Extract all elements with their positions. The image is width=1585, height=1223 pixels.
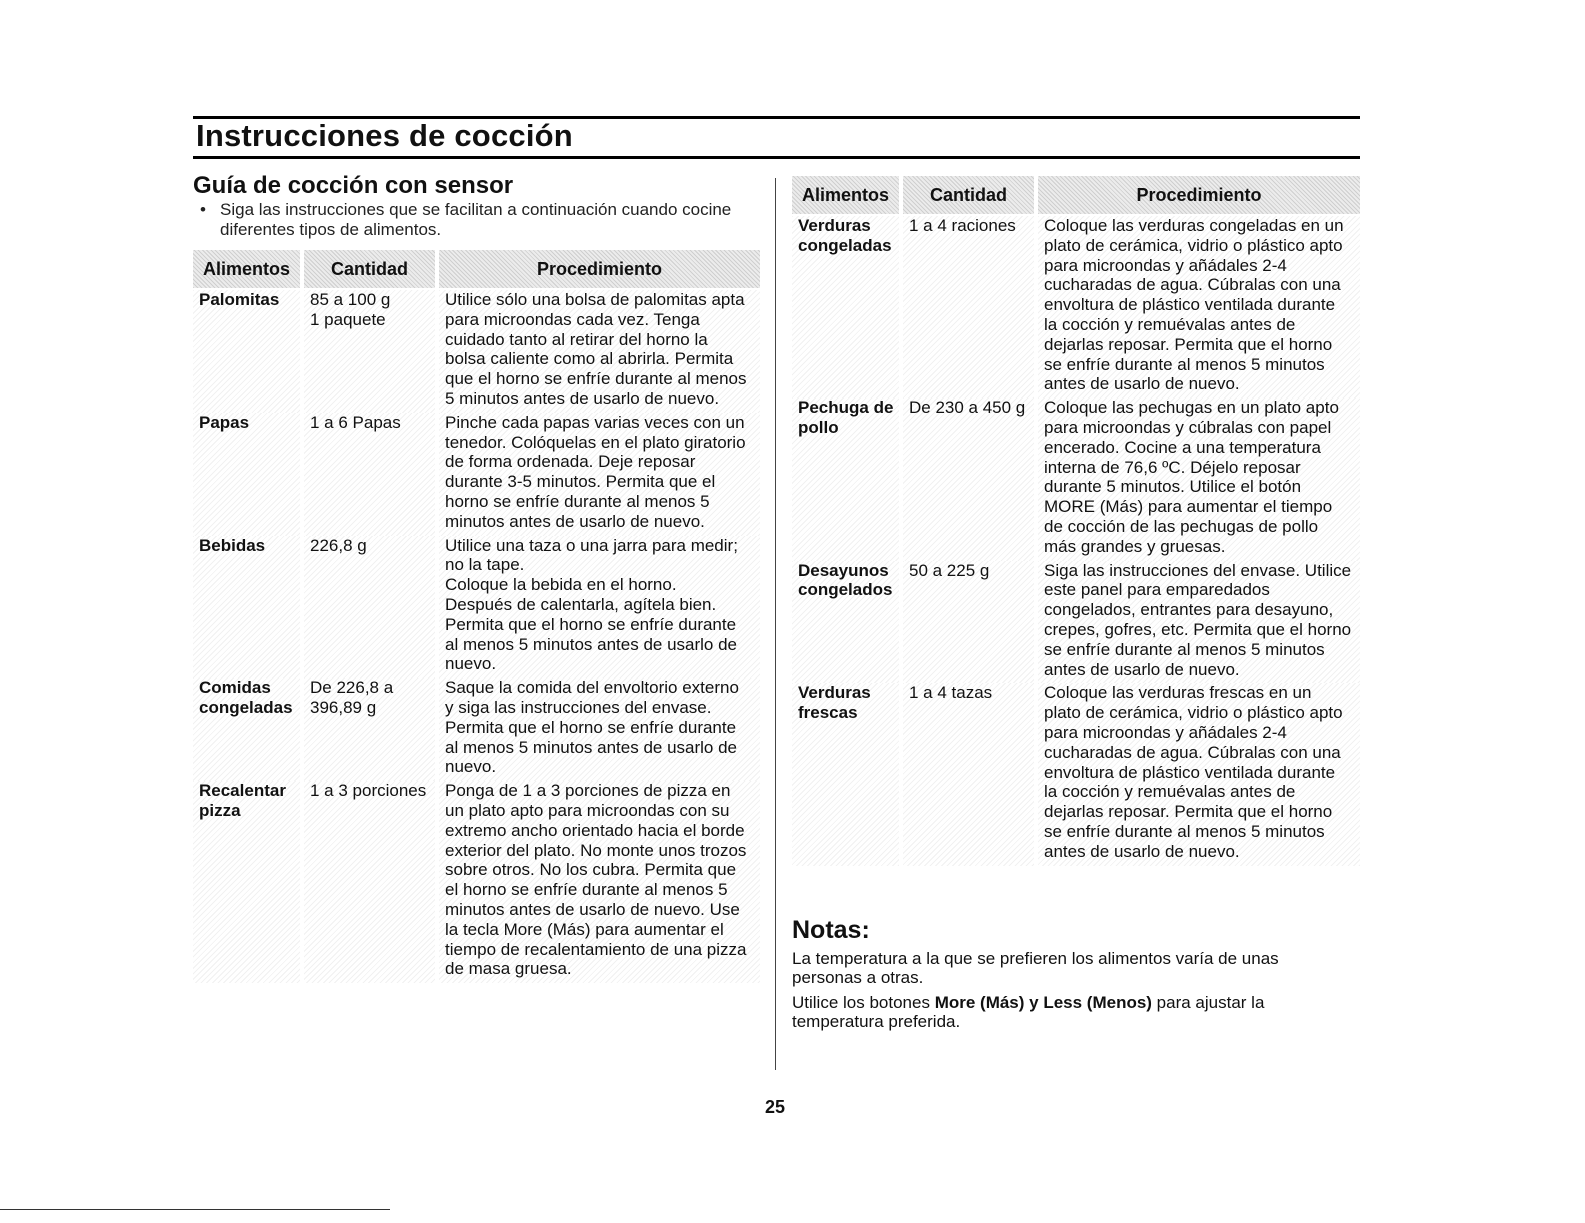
quantity-cell: 1 a 3 porciones — [304, 781, 435, 983]
procedure-cell: Ponga de 1 a 3 porciones de pizza en un plato apto para microondas con su extremo ancho orientado hacia el borde exterior del plato. No monte unos trozos sobre otros. No los cubra. Permita que el horno se enfríe durante al menos 5 minutos antes de usarlo de nuevo. Use la tecla More (Más) para aumentar el tiempo de recalentamiento de una pizza de masa gruesa. — [439, 781, 760, 983]
food-cell: Bebidas — [193, 536, 300, 679]
food-cell: Desayunos congelados — [792, 561, 899, 684]
header-cantidad: Cantidad — [304, 250, 435, 288]
notes-text-2-post: para ajustar la temperatura preferida. — [792, 993, 1265, 1031]
quantity-cell: 1 a 6 Papas — [304, 413, 435, 536]
intro-text: Siga las instrucciones que se facilitan a continuación cuando cocine diferentes tipos de alimentos. — [220, 200, 732, 239]
food-cell: Verduras congeladas — [792, 216, 899, 398]
quantity-cell: 1 a 4 raciones — [903, 216, 1034, 398]
procedure-cell: Saque la comida del envoltorio externo y siga las instrucciones del envase. Permita que el horno se enfríe durante al menos 5 minutos antes de usarlo de nuevo. — [439, 678, 760, 781]
table-row — [193, 678, 760, 781]
procedure-cell: Utilice sólo una bolsa de palomitas apta para microondas cada vez. Tenga cuidado tanto al retirar del horno la bolsa caliente como al abrirla. Permita que el horno se enfríe durante al menos 5 minutos antes de usarlo de nuevo. — [439, 290, 760, 413]
food-cell: Verduras frescas — [792, 683, 899, 865]
header-procedimiento: Procedimiento — [439, 250, 760, 288]
table-row — [193, 413, 760, 536]
column-divider — [775, 178, 776, 1070]
procedure-cell: Siga las instrucciones del envase. Utilice este panel para emparedados congelados, entrantes para desayuno, crepes, gofres, etc. Permita que el horno se enfríe durante al menos 5 minutos antes de usarlo de nuevo. — [1038, 561, 1360, 684]
table-row — [792, 561, 1360, 684]
table-row — [792, 216, 1360, 398]
food-cell: Pechuga de pollo — [792, 398, 899, 560]
food-cell: Palomitas — [193, 290, 300, 413]
bullet-icon: • — [200, 200, 206, 219]
notes-text-2 — [792, 993, 1352, 1031]
table-row — [193, 290, 760, 413]
notes-buttons-emphasis: More (Más) y Less (Menos) — [934, 993, 1152, 1012]
table-row — [792, 683, 1360, 865]
header-alimentos: Alimentos — [792, 176, 899, 214]
procedure-cell: Utilice una taza o una jarra para medir; no la tape. Coloque la bebida en el horno. Después de calentarla, agítela bien. Permita que el horno se enfríe durante al menos 5 minutos antes de usarlo de nuevo. — [439, 536, 760, 679]
quantity-cell: 1 a 4 tazas — [903, 683, 1034, 865]
food-cell: Comidas congeladas — [193, 678, 300, 781]
sensor-guide-table-left — [193, 250, 760, 983]
quantity-cell: De 226,8 a 396,89 g — [304, 678, 435, 781]
quantity-cell: De 230 a 450 g — [903, 398, 1034, 560]
food-cell: Recalentar pizza — [193, 781, 300, 983]
procedure-cell: Coloque las verduras congeladas en un plato de cerámica, vidrio o plástico apto para microondas y añádales 2-4 cucharadas de agua. Cúbralas con una envoltura de plástico ventilada durante la cocción y remuévalas antes de dejarlas reposar. Permita que el horno se enfríe durante al menos 5 minutos antes de usarlo de nuevo. — [1038, 216, 1360, 398]
quantity-cell: 226,8 g — [304, 536, 435, 679]
section-title: Guía de cocción con sensor — [193, 172, 514, 199]
footer-line — [0, 1209, 390, 1210]
notes-text-1: La temperatura a la que se prefieren los alimentos varía de unas personas a otras. — [792, 949, 1279, 987]
sensor-guide-table-right — [792, 176, 1360, 866]
table-header — [193, 250, 760, 288]
quantity-cell: 85 a 100 g 1 paquete — [304, 290, 435, 413]
food-cell: Papas — [193, 413, 300, 536]
header-procedimiento: Procedimiento — [1038, 176, 1360, 214]
title-underline — [193, 156, 1360, 159]
notes-title: Notas: — [792, 916, 870, 944]
notes-section — [792, 915, 1352, 1031]
table-row — [193, 781, 760, 983]
table-header — [792, 176, 1360, 214]
quantity-cell: 50 a 225 g — [903, 561, 1034, 684]
intro-paragraph — [200, 200, 790, 240]
procedure-cell: Coloque las pechugas en un plato apto para microondas y cúbralas con papel encerado. Cocine a una temperatura interna de 76,6 ºC. Déjelo reposar durante 5 minutos. Utilice el botón MORE (Más) para aumentar el tiempo de cocción de las pechugas de pollo más grandes y gruesas. — [1038, 398, 1360, 560]
page-number: 25 — [764, 1097, 786, 1117]
table-row — [193, 536, 760, 679]
notes-text-2-pre: Utilice los botones — [792, 993, 935, 1012]
procedure-cell: Pinche cada papas varias veces con un tenedor. Colóquelas en el plato giratorio de forma ordenada. Deje reposar durante 3-5 minutos. Permita que el horno se enfríe durante al menos 5 minutos antes de usarlo de nuevo. — [439, 413, 760, 536]
page-title: Instrucciones de cocción — [196, 118, 573, 153]
procedure-cell: Coloque las verduras frescas en un plato de cerámica, vidrio o plástico apto para microondas y añádales 2-4 cucharadas de agua. Cúbralas con una envoltura de plástico ventilada durante la cocción y remuévalas antes de dejarlas reposar. Permita que el horno se enfríe durante al menos 5 minutos antes de usarlo de nuevo. — [1038, 683, 1360, 865]
header-cantidad: Cantidad — [903, 176, 1034, 214]
header-alimentos: Alimentos — [193, 250, 300, 288]
table-row — [792, 398, 1360, 560]
